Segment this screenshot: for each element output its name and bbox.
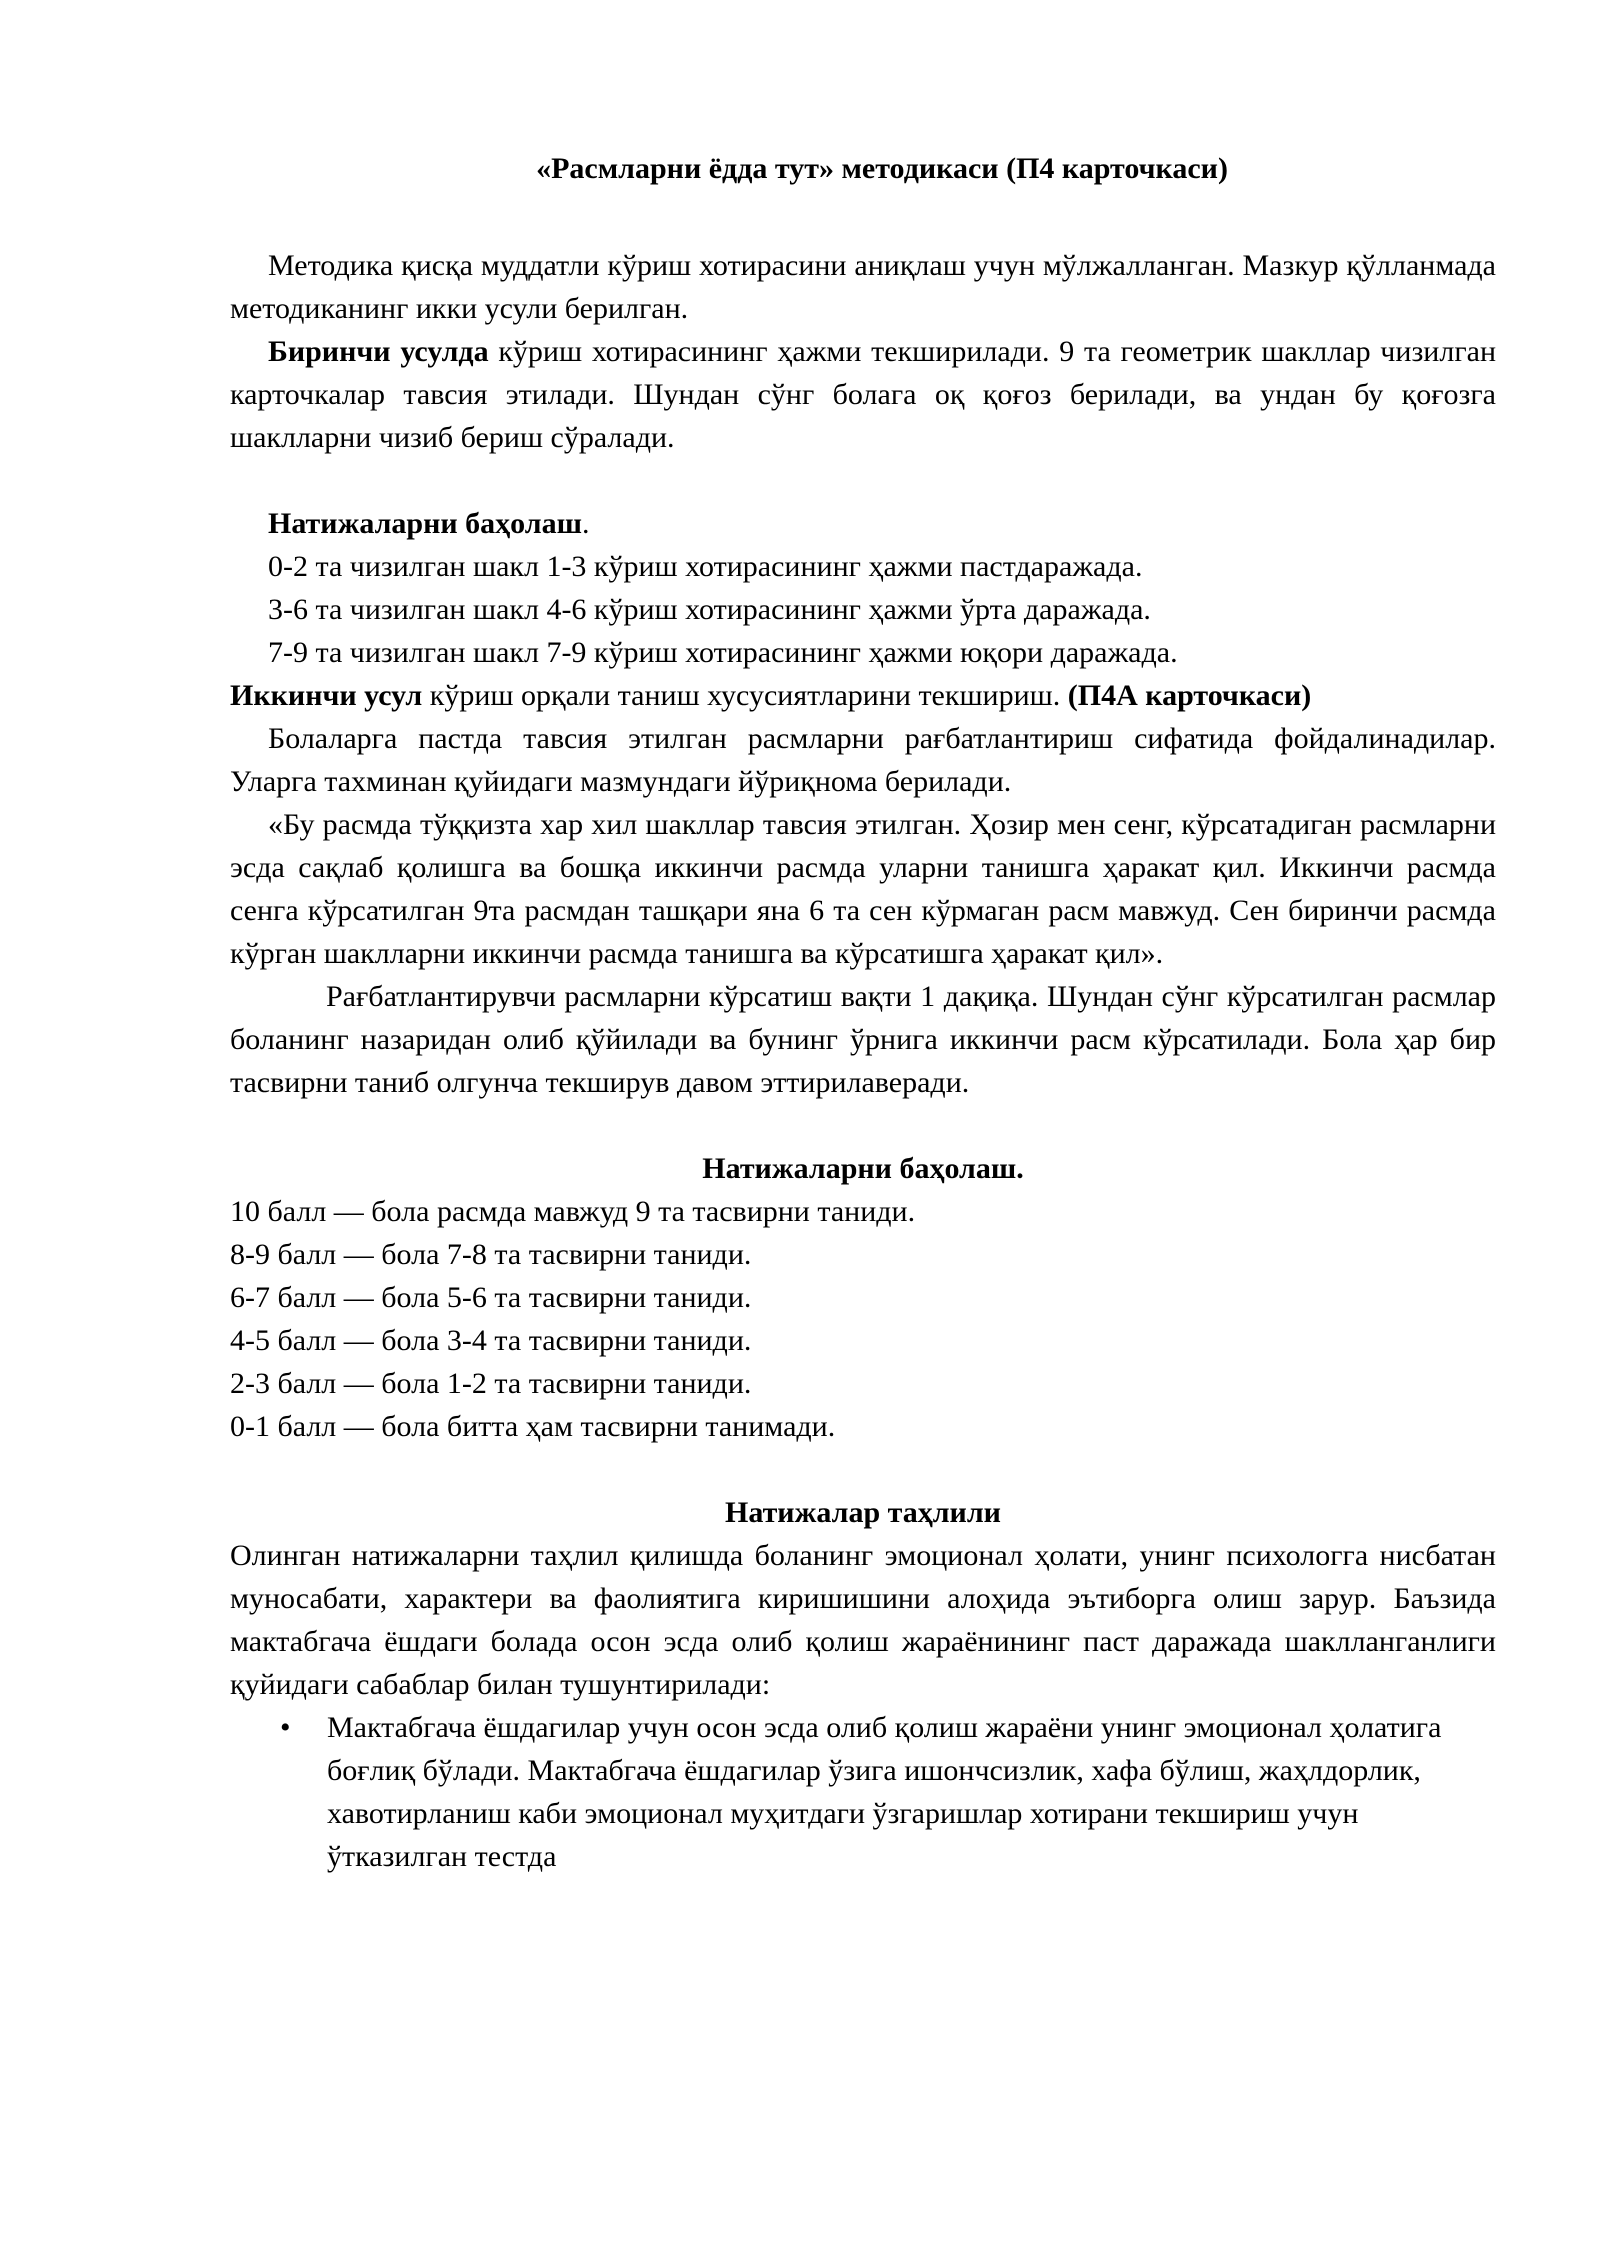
analysis-paragraph: Олинган натижаларни таҳлил қилишда боланинг эмоционал ҳолати, унинг психологга нисбатан муносабати, характери ва фаолиятига киришишини алоҳида эътиборга олиш зарур. Баъзида мактабгача ёшдаги болада осон эсда олиб қолиш жараёнининг паст даражада шаклланганлиги қуйидаги сабаблар билан тушунтирилади:: [230, 1539, 1496, 1701]
method1-lead: Биринчи усулда: [268, 335, 489, 368]
eval1-item: 3-6 та чизилган шакл 4-6 кўриш хотирасининг ҳажми ўрта даражада.: [268, 593, 1151, 626]
intro-paragraph: Методика қисқа муддатли кўриш хотирасини аниқлаш учун мўлжалланган. Мазкур қўлланмада методиканинг икки усули берилган.: [230, 249, 1496, 325]
eval2-item: 10 балл — бола расмда мавжуд 9 та тасвирни таниди.: [230, 1195, 916, 1228]
eval2-item: 8-9 балл — бола 7-8 та тасвирни таниди.: [230, 1238, 752, 1271]
method2-paragraph: [230, 674, 1496, 717]
method1-paragraph: [230, 330, 1496, 459]
eval2-heading: Натижаларни баҳолаш.: [702, 1152, 1024, 1185]
method2-text: кўриш орқали таниш хусусиятларини текшириш.: [422, 679, 1068, 712]
document-body: [230, 147, 1496, 1878]
eval2-item: 2-3 балл — бола 1-2 та тасвирни таниди.: [230, 1367, 752, 1400]
analysis-bullet-list: [230, 1706, 1496, 1878]
eval2-item: 6-7 балл — бола 5-6 та тасвирни таниди.: [230, 1281, 752, 1314]
method2-card: (П4А карточкаси): [1067, 679, 1312, 712]
document-title: «Расмларни ёдда тут» методикаси (П4 карточкаси): [536, 152, 1228, 185]
list-item: [230, 1706, 1496, 1878]
exposure-time-paragraph: Рағбатлантирувчи расмларни кўрсатиш вақти 1 дақиқа. Шундан сўнг кўрсатилган расмлар боланинг назаридан олиб қўйилади ва бунинг ўрнига иккинчи расм кўрсатилади. Бола ҳар бир тасвирни таниб олгунча текширув давом эттирилаверади.: [230, 980, 1496, 1099]
bullet-icon: •: [280, 1711, 291, 1744]
eval1-heading-line: [230, 502, 1496, 545]
instruction-quote-paragraph: «Бу расмда тўққизта хар хил шакллар тавсия этилган. Ҳозир мен сенг, кўрсатадиган расмларни эсда сақлаб қолишга ва бошқа иккинчи расмда уларни танишга ҳаракат қил. Иккинчи расмда сенга кўрсатилган 9та расмдан ташқари яна 6 та сен кўрмаган расм мавжуд. Сен биринчи расмда кўрган шаклларни иккинчи расмда танишга ва кўрсатишга ҳаракат қил».: [230, 808, 1496, 970]
children-paragraph: Болаларга пастда тавсия этилган расмларни рағбатлантириш сифатида фойдалинадилар. Уларга тахминан қуйидаги мазмундаги йўриқнома берилади.: [230, 722, 1496, 798]
analysis-heading: Натижалар таҳлили: [725, 1496, 1001, 1529]
method2-lead: Иккинчи усул: [230, 679, 423, 712]
eval1-heading: Натижаларни баҳолаш: [268, 507, 582, 540]
eval1-item: 7-9 та чизилган шакл 7-9 кўриш хотирасининг ҳажми юқори даражада.: [268, 636, 1178, 669]
eval2-item: 0-1 балл — бола битта ҳам тасвирни танимади.: [230, 1410, 836, 1443]
eval1-item: 0-2 та чизилган шакл 1-3 кўриш хотирасининг ҳажми пастдаражада.: [268, 550, 1143, 583]
list-item-text: Мактабгача ёшдагилар учун осон эсда олиб қолиш жараёни унинг эмоционал ҳолатига боғлиқ бўлади. Мактабгача ёшдагилар ўзига ишончсизлик, хафа бўлиш, жаҳлдорлик, хавотирланиш каби эмоционал муҳитдаги ўзгаришлар хотирани текшириш учун ўтказилган тестда: [327, 1711, 1442, 1873]
eval2-item: 4-5 балл — бола 3-4 та тасвирни таниди.: [230, 1324, 752, 1357]
eval1-heading-dot: .: [581, 507, 590, 540]
method1-text: кўриш хотирасининг ҳажми текширилади. 9 та геометрик шакллар чизилган карточкалар тавсия этилади. Шундан сўнг болага оқ қоғоз берилади, ва ундан бу қоғозга шаклларни чизиб бериш сўралади.: [230, 335, 1497, 454]
